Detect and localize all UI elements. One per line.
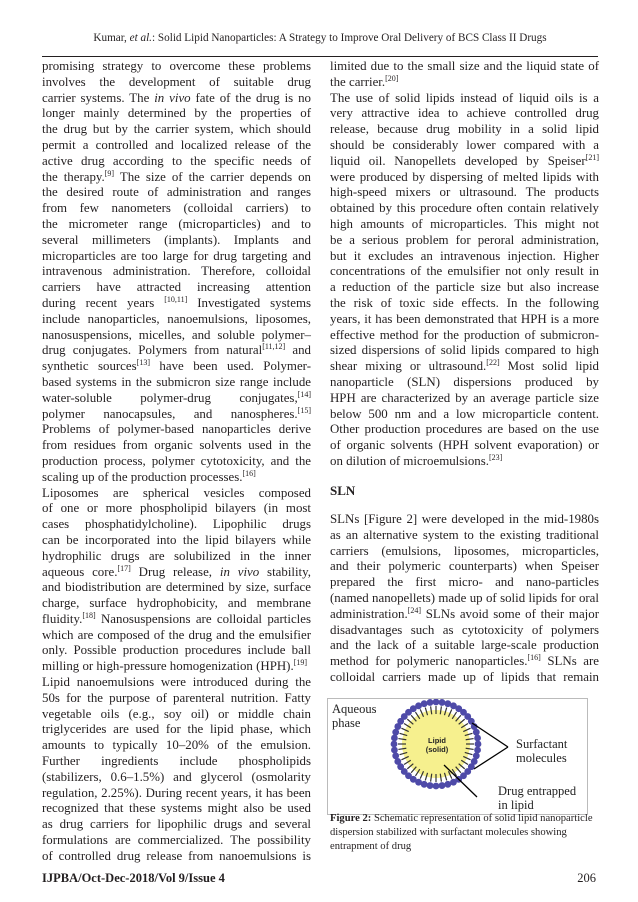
text-run: should be considerably lower compared with a [330,137,599,152]
text-run: SLNs are [540,654,599,669]
text-line [330,559,599,575]
text-run: Lipid nanoemulsions were introduced during the [42,675,311,690]
text-run: below 500 nm and a low microparticle content. [330,406,599,421]
text-line [330,438,599,454]
surfactant-head [392,752,399,759]
text-line [42,359,311,375]
text-run: carrier systems. The [42,90,155,105]
footer-journal-info: IJPBA/Oct-Dec-2018/Vol 9/Issue 4 [42,871,225,885]
text-line [42,154,311,170]
text-line [42,233,311,249]
text-run: can be incorporated into the lipid bilayers while [42,532,311,547]
text-line [42,343,311,359]
text-line [330,328,599,344]
text-run: (named nanopellets) made up of solid lipids for oral [330,590,599,605]
text-run: colloidal carriers made up of lipids that remain [330,669,599,684]
text-run: and [285,343,311,358]
text-run: permit a controlled and localized release of the [42,137,311,152]
text-run: recognized that these systems might also be used [42,801,311,816]
citation-ref: [21] [585,152,599,162]
text-line [42,707,311,723]
text-run: release, because drug mobility in a solid lipid [330,122,599,137]
citation-ref: [14] [297,389,311,399]
text-run: water-soluble polymer-drug conjugates, [42,390,298,405]
figure-caption [330,812,600,854]
text-line [42,754,311,770]
text-run: The use of solid lipids instead of liquid oils is a [330,90,599,105]
text-line [42,801,311,817]
text-run: and biodistribution are determined by size, surface [42,580,311,595]
paragraph [330,59,599,91]
citation-ref: [24] [407,605,422,615]
text-line [42,659,311,675]
text-run: carriers (emulsions, liposomes, microparticles, [330,543,599,558]
text-run: the carrier. [330,74,386,89]
text-line [42,501,311,517]
text-run: nanosuspensions, micelles, and soluble polymer– [42,327,311,342]
text-line [42,75,311,91]
text-line [42,264,311,280]
text-line [42,391,311,407]
text-run: the drug but by the carrier system, which should [42,122,311,137]
italic-term: in vivo [154,90,191,105]
text-line [330,591,599,607]
label-surfactant-molecules [516,737,567,765]
text-line [330,359,599,375]
text-line [330,391,599,407]
text-run: obtained by this procedure often contain relatively [330,201,599,216]
text-run: only. Possible production procedures include ball [42,643,311,658]
citation-ref: [11,12] [262,342,286,352]
text-line [330,122,599,138]
text-run: high amounts of microparticles. This might not [330,216,599,231]
text-line [330,170,599,186]
text-run: scaling up of the production processes. [42,469,243,484]
text-run: sized dispersions of solid lipids compared to high [330,343,599,358]
text-line [42,296,311,312]
text-line [42,565,311,581]
surfactant-head [433,699,440,705]
text-run: be a serious problem for peroral administration, [330,232,599,247]
text-line [42,817,311,833]
surfactant-head [391,735,398,742]
label-drug-line2: in lipid [498,798,534,812]
left-column [42,59,311,865]
surfactant-head [474,747,481,754]
text-run: several millimeters (implants). Implants and [42,232,311,247]
text-run: (stabilizers, 0.6–1.5%) and glycerol (osmolarity [42,769,311,784]
text-line [330,407,599,423]
text-run: method for polymeric nanoparticles. [330,654,528,669]
text-run: of organic solvents (HPH solvent evaporation) or [330,438,599,453]
surfactant-head [474,735,481,742]
surfactant-head [421,700,428,707]
text-line [42,486,311,502]
text-run: as an alternative system to the existing traditional [330,527,599,542]
text-run: stability, [259,564,311,579]
text-run: on dilution of microemulsions. [330,453,489,468]
text-run: during recent years [42,295,165,310]
text-run: include nanoparticles, nanoemulsions, liposomes, [42,311,311,326]
caption-label: Figure 2: [330,813,372,824]
text-line [42,549,311,565]
text-line [42,170,311,186]
text-line [42,185,311,201]
label-aqueous-phase [332,702,376,730]
text-line [330,544,599,560]
label-lipid-core [422,736,452,754]
surfactant-head [433,783,440,790]
text-run: shear mixing or ultrasound. [330,359,487,374]
text-line [42,407,311,423]
footer-page-number: 206 [577,871,596,885]
text-line [42,312,311,328]
text-line [330,75,599,91]
text-line [330,670,599,686]
paragraph [42,486,311,676]
text-run: regulation, 2.25%). During recent years, it has been [42,785,311,800]
text-run: aqueous core. [42,564,118,579]
text-line [42,643,311,659]
text-run: Nanosuspensions are colloidal particles [95,611,311,626]
text-run: nanoparticle (SLN) dispersions produced by [330,374,599,389]
text-run: very attractive idea to achieve controlled drug [330,106,599,121]
text-line [330,264,599,280]
text-line [42,596,311,612]
text-run: disadvantages such as cytotoxicity of polymers [330,622,599,637]
text-run: production process, polymer cytotoxicity, and the [42,453,311,468]
text-run: concentrations of the emulsifier not only result in [330,264,599,279]
text-run: fate of the drug is no [190,90,311,105]
text-line [42,833,311,849]
text-line [330,59,599,75]
text-run: limited due to the small size and the liquid state of [330,59,599,73]
figure-2 [327,698,588,815]
label-surfactant-line2: molecules [516,751,567,765]
section-heading-sln: SLN [330,483,356,498]
citation-ref: [22] [486,358,500,368]
text-line [330,280,599,296]
text-run: the risk of toxic side effects. In the following [330,295,599,310]
text-line [42,738,311,754]
text-run: polymer nanocapsules, and nanospheres. [42,406,298,421]
text-line [330,249,599,265]
text-line [42,106,311,122]
text-run: milling or high-pressure homogenization (HPH). [42,659,294,674]
citation-ref: [19] [293,658,308,668]
text-line [330,654,599,670]
citation-ref: [15] [297,405,311,415]
citation-ref: [17] [117,563,131,573]
text-run: administration. [330,606,408,621]
citation-ref: [20] [385,73,399,83]
text-run: a reduction of the particle size but also increase [330,280,599,295]
text-run: from residues from organic solvents used in the [42,438,311,453]
text-run: Liposomes are spherical vesicles composed [42,485,311,500]
text-line [42,470,311,486]
text-line [42,849,311,865]
text-run: as drug carriers for lipophilic drugs and several [42,817,311,832]
text-run: but it excludes an intravenous injection. Higher [330,248,599,263]
text-line [42,533,311,549]
text-run: 50s for the purpose of parenteral nutrition. Fatty [42,690,311,705]
text-run: hydrophilic drugs are solubilized in the inner [42,548,311,563]
text-line [42,138,311,154]
text-line [330,91,599,107]
paragraph [42,675,311,865]
text-run: have been used. Polymer- [149,359,311,374]
surfactant-head [427,782,434,789]
surfactant-head [427,699,434,706]
label-core-line2: (solid) [425,745,449,754]
text-run: Investigated systems [187,295,311,310]
text-line [330,607,599,623]
text-line [330,185,599,201]
text-run: Further ingredients include phospholipids [42,754,311,769]
text-line [42,517,311,533]
text-run: intravenous administration. Therefore, colloidal [42,264,311,279]
text-line [42,122,311,138]
citation-ref: [9] [104,168,115,178]
citation-ref: [10,11] [164,294,188,304]
label-surfactant-line1: Surfactant [516,737,568,751]
text-run: which are composed of the drug and the emulsifier [42,627,311,642]
text-line [42,249,311,265]
paragraph [42,59,311,486]
text-line [330,217,599,233]
text-run: and the lack of a suitable large-scale production [330,638,599,653]
text-line [330,312,599,328]
text-line [330,512,599,528]
text-run: based systems in the submicron size range include [42,374,311,389]
text-run: drug conjugates. Polymers from natural [42,343,263,358]
italic-term: in vivo [219,564,260,579]
text-run: of one or more phospholipid bilayers (in most [42,501,311,516]
citation-ref: [16] [527,653,541,663]
surfactant-head [475,741,482,748]
text-run: charge, surface hydrophobicity, and membrane [42,596,311,611]
text-line [42,580,311,596]
text-line [330,528,599,544]
running-head-authors: Kumar, [93,32,130,44]
text-line [42,454,311,470]
text-run: carriers have attracted increasing attention [42,280,311,295]
text-line [330,422,599,438]
text-line [42,438,311,454]
surfactant-head [444,781,451,788]
surfactant-head [439,699,446,706]
citation-ref: [16] [242,468,256,478]
text-run: The size of the carrier depends on [114,169,311,184]
text-run: vegetable oils (e.g., soy oil) or middle chain [42,706,311,721]
text-run: high-speed mixers or ultrasound. The products [330,185,599,200]
text-run: were produced by dispersing of melted lipids with [330,169,599,184]
surfactant-head [391,747,398,754]
header-rule [42,56,598,57]
text-run: microparticles are too large for drug targeting and [42,248,311,263]
text-run: Most solid lipid [499,359,599,374]
text-line [42,280,311,296]
text-line [42,722,311,738]
surfactant-head [391,741,398,748]
label-aqueous-line1: Aqueous [332,702,377,716]
text-run: Problems of polymer-based nanoparticles derive [42,422,311,437]
label-drug-line1: Drug entrapped [498,784,577,798]
text-run: involves the development of suitable drug [42,74,311,89]
text-line [330,154,599,170]
text-line [42,786,311,802]
paragraph [330,91,599,470]
text-line [42,375,311,391]
surfactant-head [473,729,480,736]
surfactant-head [439,782,446,789]
text-run: formulations are commercialized. The possibility [42,833,311,848]
text-run: triglycerides are used for the lipid phase, which [42,722,311,737]
text-line [330,623,599,639]
text-line [42,201,311,217]
text-run: prepared the first micro- and nano-particles [330,575,599,590]
text-line [330,138,599,154]
text-run: liquid oil. Nanopellets developed by Speiser [330,153,586,168]
text-line [42,422,311,438]
running-head-title: : Solid Lipid Nanoparticles: A Strategy to Improve Oral Delivery of BCS Class II Drugs [151,32,547,44]
label-drug-entrapped [498,784,576,812]
text-line [42,217,311,233]
text-line [330,638,599,654]
text-line [42,91,311,107]
text-run: longer mainly determined by the properties of [42,106,311,121]
text-line [330,106,599,122]
text-line [42,59,311,75]
text-line [330,201,599,217]
text-run: the micrometer range (microparticles) and to [42,216,311,231]
text-line [42,328,311,344]
label-core-line1: Lipid [428,736,446,745]
text-run: and their polymeric counterparts) when Speiser [330,559,599,574]
text-run: promising strategy to overcome these problems [42,59,311,73]
running-head [42,32,598,44]
paragraph [330,512,599,686]
text-run: Drug release, [130,564,220,579]
text-run: amounts to typically 10–20% of the emulsion. [42,738,311,753]
citation-ref: [18] [82,610,96,620]
text-run: cases phosphatidylcholine). Lipophilic drugs [42,517,311,532]
text-line [330,296,599,312]
text-run: active drug according to the specific needs of [42,153,311,168]
text-run: of controlled drug release from nanoemulsions is [42,848,311,863]
text-run: from few nanometers (colloidal carriers) to [42,201,311,216]
text-line [42,612,311,628]
text-line [42,770,311,786]
text-run: HPH are characterized by an average particle size [330,390,599,405]
text-run: fluidity. [42,611,83,626]
right-column-section [330,512,599,686]
text-line [330,375,599,391]
running-head-etal: et al. [129,32,152,44]
text-run: synthetic sources [42,359,137,374]
text-run: effective method for the production of submicron- [330,327,599,342]
text-line [330,233,599,249]
text-run: SLNs [Figure 2] were developed in the mid-1980s [330,512,599,526]
caption-text: Schematic representation of solid lipid nanoparticle dispersion stabilized with surfactant molecules showing entrapment of drug [330,813,593,852]
text-line [42,675,311,691]
text-run: the therapy. [42,169,105,184]
right-column [330,59,599,470]
text-run: years, it has been demonstrated that HPH is a more [330,311,599,326]
text-run: Other production procedures are based on the use [330,422,599,437]
text-run: the desired route of administration and ranges [42,185,311,200]
citation-ref: [23] [488,452,503,462]
text-line [42,691,311,707]
text-line [330,575,599,591]
text-line [330,343,599,359]
label-aqueous-line2: phase [332,716,361,730]
citation-ref: [13] [136,358,150,368]
text-line [330,454,599,470]
text-run: SLNs avoid some of their major [421,606,599,621]
text-line [42,628,311,644]
